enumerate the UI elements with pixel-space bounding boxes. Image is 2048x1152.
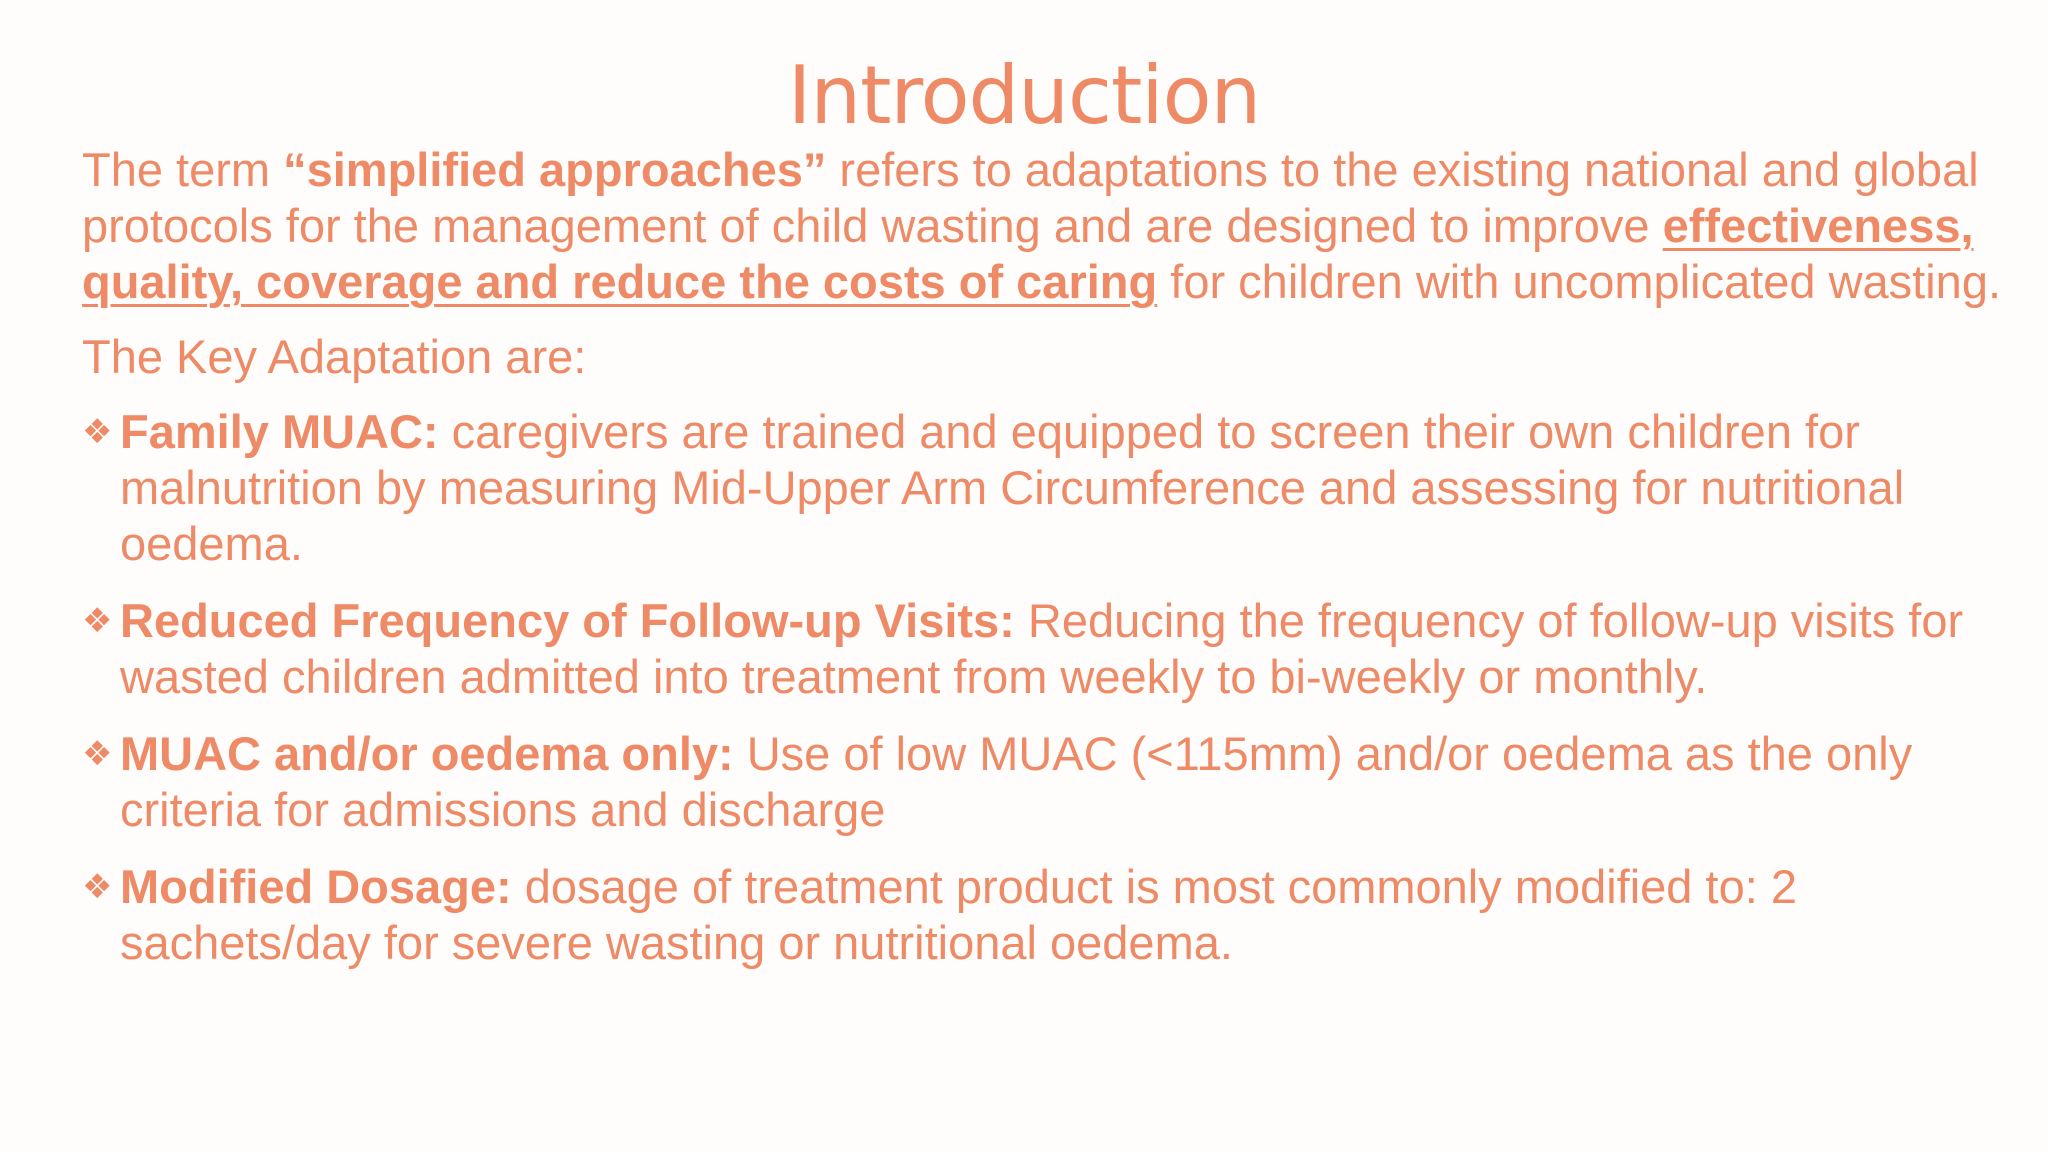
intro-suffix: for children with uncomplicated wasting. [1157, 255, 2002, 308]
adaptation-item-muac-oedema-only [82, 726, 2002, 838]
adaptation-item-modified-dosage [82, 859, 2002, 971]
intro-emphasis: effectiveness, quality, coverage and reduce the costs of caring [82, 199, 1974, 308]
adaptation-term: MUAC and/or oedema only: [120, 727, 734, 780]
key-adaptation-heading: The Key Adaptation are: [82, 330, 587, 383]
adaptation-list [82, 404, 2002, 971]
intro-prefix: The term [82, 143, 284, 196]
adaptation-description: Use of low MUAC (<115mm) and/or oedema as the only criteria for admissions and discharge [120, 727, 1913, 836]
intro-paragraph [82, 142, 2002, 310]
four-point-diamond-icon: ❖ [82, 412, 113, 452]
intro-middle: refers to adaptations to the existing national and global protocols for the management of child wasting and are designed to improve [82, 143, 1979, 252]
adaptation-item-reduced-frequency [82, 593, 2002, 705]
slide-title: Introduction [787, 49, 1261, 142]
adaptation-item-family-muac [82, 404, 2002, 572]
adaptation-term: Modified Dosage: [120, 860, 512, 913]
adaptation-description: caregivers are trained and equipped to screen their own children for malnutrition by measuring Mid-Upper Arm Circumference and assessing for nutritional oedema. [120, 405, 1905, 570]
four-point-diamond-icon: ❖ [82, 734, 113, 774]
four-point-diamond-icon: ❖ [82, 601, 113, 641]
four-point-diamond-icon: ❖ [82, 867, 113, 907]
adaptation-description: Reducing the frequency of follow-up visits for wasted children admitted into treatment from weekly to bi-weekly or monthly. [120, 594, 1964, 703]
adaptation-description: dosage of treatment product is most commonly modified to: 2 sachets/day for severe wasting or nutritional oedema. [120, 860, 1797, 969]
adaptation-term: Family MUAC: [120, 405, 439, 458]
intro-term: “simplified approaches” [283, 143, 827, 196]
adaptation-term: Reduced Frequency of Follow-up Visits: [120, 594, 1015, 647]
slide-content [82, 142, 2002, 992]
